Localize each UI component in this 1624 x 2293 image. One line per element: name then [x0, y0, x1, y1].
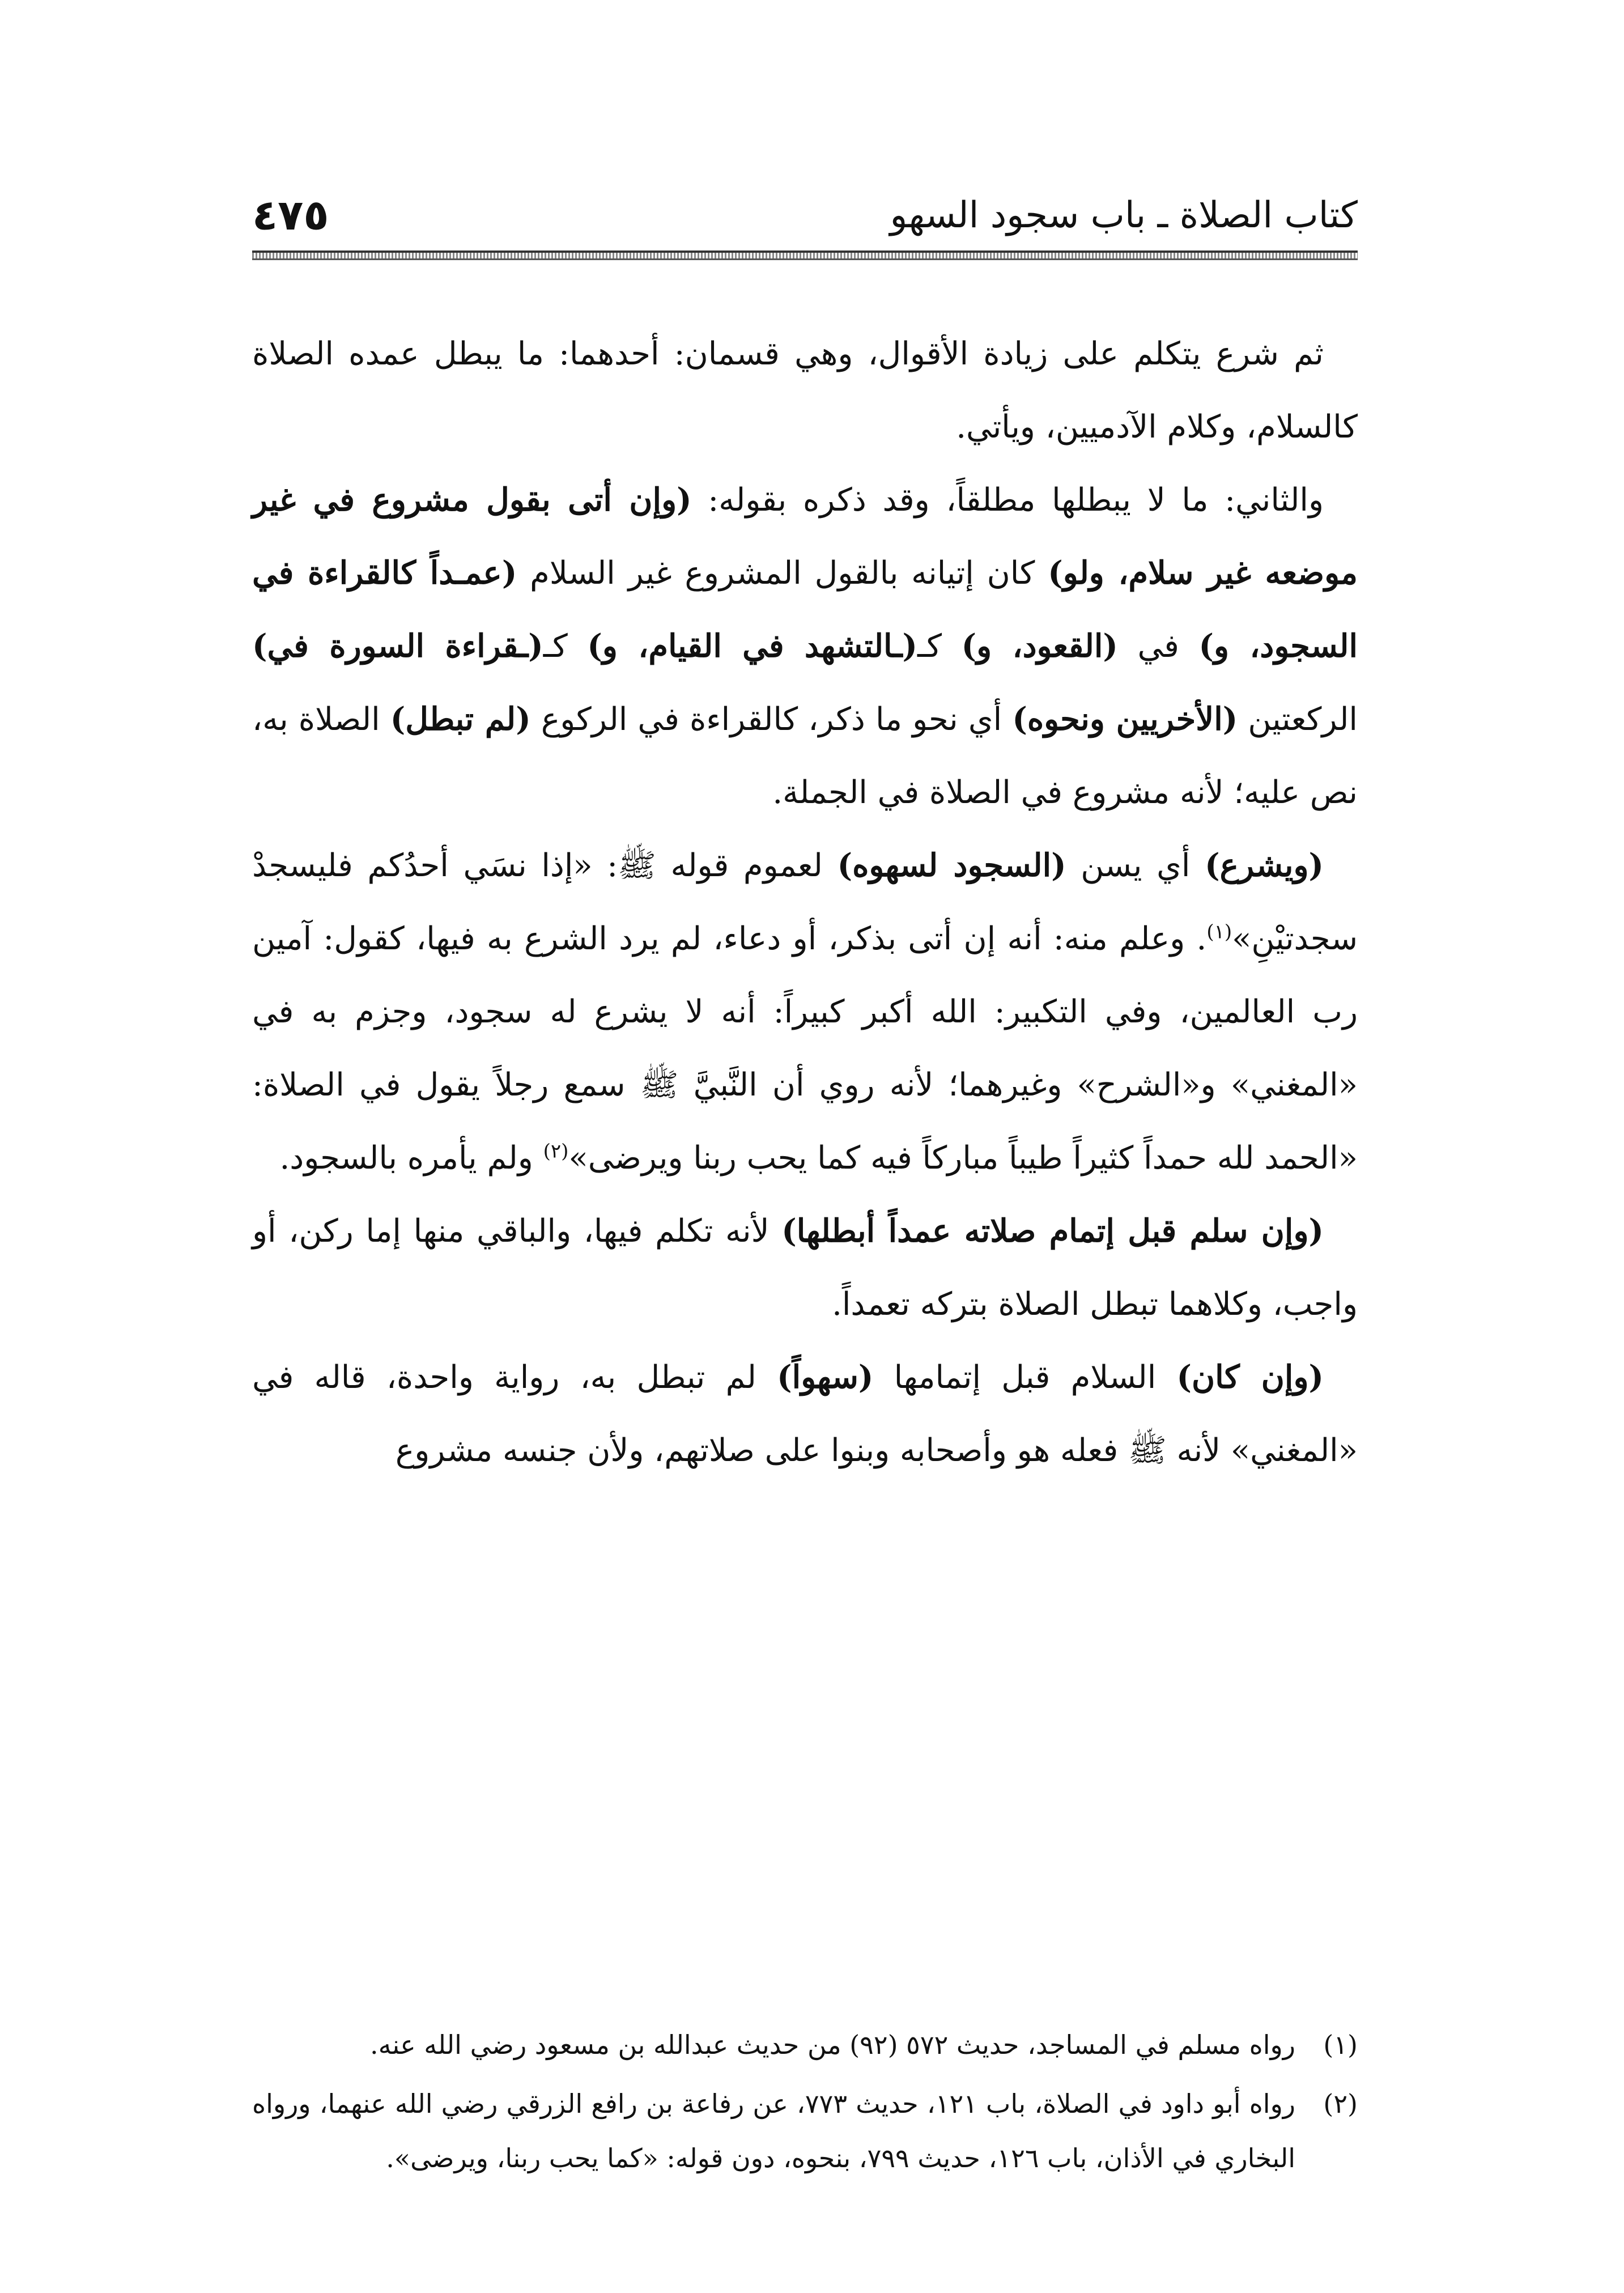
text-run: الركعتين [1238, 701, 1358, 738]
matn-bold-text: (سهواً) [777, 1358, 874, 1396]
matn-bold-text: (ـقراءة السورة في) [252, 627, 543, 665]
matn-bold-text: (ـالتشهد في القيام، و) [587, 627, 918, 665]
footnote-text: رواه أبو داود في الصلاة، باب ١٢١، حديث ٧٧٣، عن رفاعة بن رافع الزرقي رضي الله عنهما، ورواه البخاري في الأذان، باب ١٢٦، حديث ٧٩٩، بنحوه، دون قوله: «كما يحب ربنا، ويرضى». [252, 2088, 1296, 2173]
footnote-number: (١) [1323, 2029, 1358, 2060]
text-run: الصلاة به، نص عليه؛ لأنه مشروع في الصلاة في الجملة. [252, 701, 1358, 811]
footnote-item [252, 2077, 1358, 2185]
text-run: أي نحو ما ذكر، كالقراءة في الركوع [530, 701, 1013, 738]
footnote-number: (٢) [1323, 2088, 1358, 2119]
page-header [252, 187, 1358, 261]
text-run: ولم يأمره بالسجود. [279, 1140, 543, 1177]
matn-bold-text: (القعود، و) [961, 627, 1118, 665]
paragraph [252, 317, 1358, 464]
matn-bold-text: (ويشرع) [1205, 847, 1324, 884]
footnote-item [252, 2018, 1358, 2072]
footnote-text: رواه مسلم في المساجد، حديث ٥٧٢ (٩٢) من حديث عبدالله بن مسعود رضي الله عنه. [370, 2029, 1295, 2060]
page-number: ٤٧٥ [252, 191, 329, 240]
matn-bold-text: (وإن سلم قبل إتمام صلاته عمداً أبطلها) [781, 1212, 1324, 1250]
running-title: كتاب الصلاة ـ باب سجود السهو [890, 194, 1358, 236]
text-run: كـ [543, 628, 588, 665]
paragraph [252, 1341, 1358, 1487]
text-run: لأنه تكلم فيها، والباقي منها إما ركن، أو واجب، وكلاهما تبطل الصلاة بتركه تعمداً. [252, 1213, 1358, 1323]
text-run: ثم شرع يتكلم على زيادة الأقوال، وهي قسمان: أحدهما: ما يبطل عمده الصلاة كالسلام، وكلام الآدميين، ويأتي. [252, 336, 1358, 445]
footnote-ref: (١) [1206, 920, 1232, 944]
matn-bold-text: (وإن كان) [1176, 1358, 1324, 1396]
matn-bold-text: (عمـداً كالقراءة في السجود، و) [252, 554, 1358, 665]
text-run: كـ [917, 628, 962, 665]
matn-bold-text: (لم تبطل) [390, 700, 531, 738]
matn-bold-text: (الأخريين ونحوه) [1012, 700, 1238, 738]
paragraph [252, 464, 1358, 829]
text-run: لم تبطل به، رواية واحدة، قاله في «المغني» لأنه ﷺ فعله هو وأصحابه وبنوا على صلاتهم، ولأن جنسه مشروع [252, 1359, 1358, 1469]
matn-bold-text: (السجود لسهوه) [837, 847, 1066, 884]
paragraph [252, 1195, 1358, 1341]
text-run: السلام قبل إتمامها [873, 1359, 1177, 1396]
paragraph [252, 829, 1358, 1195]
text-run: كان إتيانه بالقول المشروع غير السلام [517, 555, 1048, 592]
footnote-ref: (٢) [543, 1140, 569, 1163]
footnotes [252, 2018, 1358, 2190]
text-run: لعموم قوله ﷺ: «إذا نسَي أحدُكم فليسجدْ سجدتيْنِ» [252, 847, 1358, 957]
header-rule [252, 250, 1358, 260]
text-run: في [1117, 628, 1199, 665]
text-run: . وعلم منه: أنه إن أتى بذكر، أو دعاء، لم يرد الشرع به فيها، كقول: آمين رب العالمين، وفي التكبير: الله أكبر كبيراً: أنه لا يشرع له سجود، وجزم به في «المغني» و«الشرح» وغيرهما؛ لأنه روي أن النَّبيَّ ﷺ سمع رجلاً يقول في الصلاة: «الحمد لله حمداً كثيراً طيباً مباركاً فيه كما يحب ربنا ويرضى» [252, 920, 1358, 1177]
text-run: أي يسن [1066, 847, 1205, 884]
main-text [252, 317, 1358, 1487]
text-run: والثاني: ما لا يبطلها مطلقاً، وقد ذكره بقوله: [691, 482, 1324, 519]
matn-bold-text: (وإن أتى بقول مشروع في غير موضعه غير سلام، ولو) [252, 481, 1358, 592]
